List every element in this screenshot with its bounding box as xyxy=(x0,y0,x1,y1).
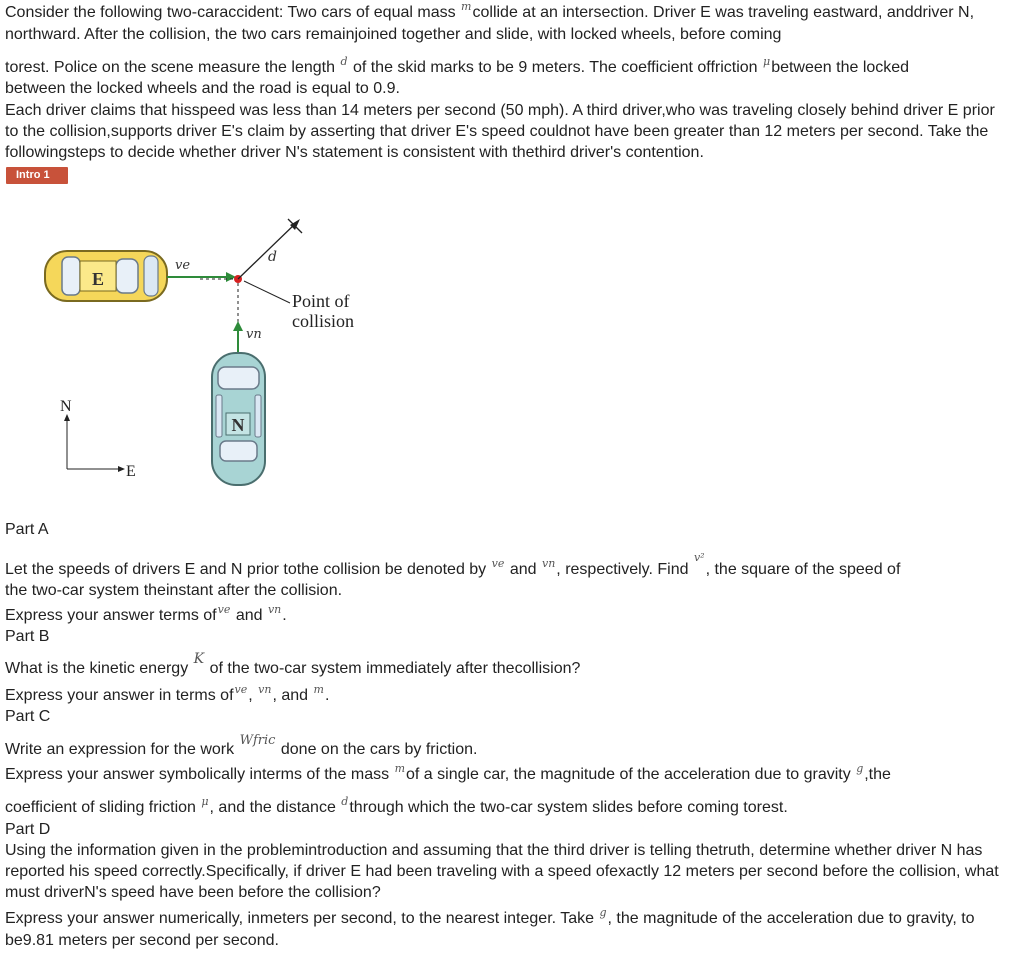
part-c-text: , and the distance xyxy=(209,799,336,816)
car-n-label: N xyxy=(231,415,245,435)
math-symbol-mu: μ xyxy=(201,795,209,808)
intro-text: Each driver claims that hisspeed was less than 14 meters per second (50 mph). A third driver,who was traveling closely behind driver E prior to the collision,supports driver E's claim by asserting that driver E's speed couldnot have been greater than 12 meters per second. Take the followingsteps to decide whether driver N's statement is consistent with thethird driver's contention. xyxy=(5,102,995,161)
intro-text: between the locked xyxy=(771,59,910,76)
part-b-text: What is the kinetic energy xyxy=(5,660,189,677)
part-a-text: , the square of the speed of xyxy=(705,561,901,578)
part-d-title: Part D xyxy=(5,821,51,838)
part-a-text: Let the speeds of drivers E and N prior tothe collision be denoted by xyxy=(5,561,487,578)
collision-label-1: Point of xyxy=(292,291,350,311)
part-a-text: Express your answer terms of xyxy=(5,607,217,624)
intro-paragraph xyxy=(5,2,1006,45)
collision-diagram xyxy=(40,205,380,495)
part-c-text: ,the xyxy=(864,766,891,783)
intro-text: Consider the following two-caraccident: Two cars of equal mass xyxy=(5,4,456,21)
part-b-question xyxy=(5,651,1006,680)
math-symbol-ve: ve xyxy=(234,683,248,696)
intro-badge[interactable]: Intro 1 xyxy=(6,167,68,184)
part-b-text: Express your answer in terms of xyxy=(5,687,234,704)
part-c-express-1 xyxy=(5,764,1006,786)
math-symbol-g: g xyxy=(856,762,864,775)
part-d-question: Using the information given in the problemintroduction and assuming that the third driver is telling thetruth, determine whether driver N has reported his speed correctly.Specifically, if driver E had been traveling with a speed ofexactly 12 meters per second before the collision, what must driverN's speed have been before the collision? xyxy=(5,842,999,901)
part-a-express xyxy=(5,605,1006,627)
part-b-text: , and xyxy=(272,687,309,704)
math-symbol-d: d xyxy=(340,55,348,68)
part-b-text: of the two-car system immediately after thecollision? xyxy=(209,660,581,677)
car-e xyxy=(45,251,167,301)
part-c-text: coefficient of sliding friction xyxy=(5,799,196,816)
part-c-text: done on the cars by friction. xyxy=(280,741,478,758)
part-b-text: , xyxy=(248,687,253,704)
part-a-text: . xyxy=(282,607,287,624)
part-a-question-2: the two-car system theinstant after the collision. xyxy=(5,582,343,599)
intro-text: collide at an intersection. Driver E was traveling eastward, anddriver N, northward. After the collision, the two cars remainjoined together and slide, with locked wheels, before coming xyxy=(5,4,975,43)
part-c-question xyxy=(5,733,1006,761)
part-c-text: Write an expression for the work xyxy=(5,741,235,758)
car-n xyxy=(212,353,265,485)
math-symbol-m: m xyxy=(313,683,324,696)
part-b-express xyxy=(5,685,1006,707)
part-d-text: , the magnitude of the acceleration due to gravity, to be9.81 meters per second per second. xyxy=(5,910,975,949)
math-symbol-wfric: Wfric xyxy=(239,733,276,748)
intro-text: torest. Police on the scene measure the length xyxy=(5,59,335,76)
math-symbol-v2: v² xyxy=(693,551,705,564)
compass xyxy=(60,398,136,480)
math-symbol-g: g xyxy=(599,906,607,919)
math-symbol-mu: μ xyxy=(763,55,771,68)
math-symbol-vn: vn xyxy=(541,557,556,570)
math-symbol-k: K xyxy=(193,651,205,667)
intro-text: of the skid marks to be 9 meters. The coefficient offriction xyxy=(352,59,758,76)
part-c-title: Part C xyxy=(5,708,51,725)
part-c-text: of a single car, the magnitude of the acceleration due to gravity xyxy=(406,766,851,783)
part-a-text: and xyxy=(235,607,263,624)
math-symbol-d: d xyxy=(341,795,349,808)
intro-paragraph-2 xyxy=(5,100,1006,163)
part-c-text: through which the two-car system slides before coming torest. xyxy=(349,799,788,816)
math-symbol-m: m xyxy=(461,0,472,13)
intro-line-3 xyxy=(5,57,1006,79)
intro-text: between the locked wheels and the road is equal to 0.9. xyxy=(5,80,400,97)
math-symbol-vn: vn xyxy=(258,683,272,696)
part-c-express-2 xyxy=(5,797,1006,819)
intro-line-4 xyxy=(5,78,1006,99)
part-a-title: Part A xyxy=(5,521,49,538)
compass-e: E xyxy=(126,463,136,480)
compass-n: N xyxy=(60,398,72,415)
collision-label-2: collision xyxy=(292,311,354,331)
part-d-express xyxy=(5,908,1006,951)
math-symbol-ve: ve xyxy=(491,557,505,570)
label-d: d xyxy=(268,249,277,265)
label-vn: vn xyxy=(246,327,262,342)
part-a-text: , respectively. Find xyxy=(556,561,689,578)
math-symbol-vn: vn xyxy=(267,603,282,616)
car-e-label: E xyxy=(91,269,105,289)
part-b-text: . xyxy=(324,687,330,704)
math-symbol-m: m xyxy=(394,762,406,775)
part-d-text: Express your answer numerically, inmeters per second, to the nearest integer. Take xyxy=(5,910,595,927)
part-a-question-1 xyxy=(5,551,1006,581)
label-ve: ve xyxy=(175,258,191,273)
part-a-text: and xyxy=(509,561,537,578)
part-c-text: Express your answer symbolically interms of the mass xyxy=(5,766,390,783)
math-symbol-ve: ve xyxy=(217,603,231,616)
part-b-title: Part B xyxy=(5,628,50,645)
